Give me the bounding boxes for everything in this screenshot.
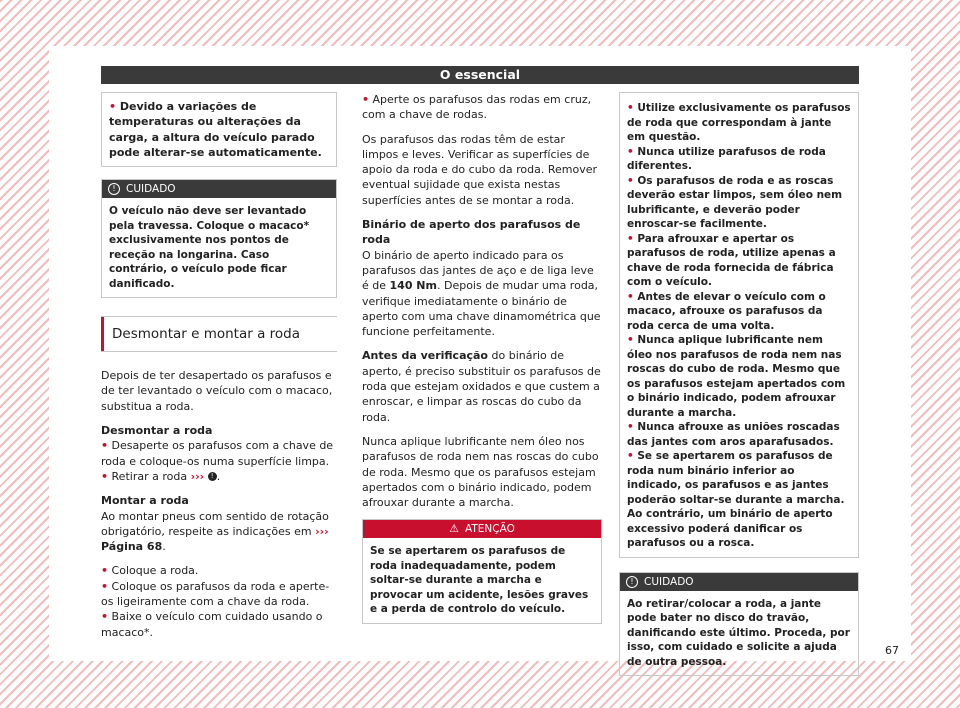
page-reference-link[interactable]: Página 68 [101, 540, 163, 554]
torque-value: 140 Nm [389, 279, 437, 293]
warning-box [362, 519, 602, 624]
list-item: • Desaperte os parafusos com a chave de roda e coloque-os numa superfície limpa. [101, 439, 334, 468]
bullet-icon: • [101, 564, 109, 578]
paragraph: Os parafusos das rodas têm de estar limpos e leves. Verificar as superfícies de apoio da roda e do cubo da roda. Remover eventual sujidade que exista nestas superfícies antes de se montar a roda. [362, 132, 597, 207]
paragraph: Antes da verificação do binário de aperto, é preciso substituir os parafusos de roda que estejam oxidados e que custem a enroscar, e limpar as roscas do cubo da roda. [362, 349, 601, 424]
bullet-icon: • [627, 290, 634, 303]
paragraph: Nunca aplique lubrificante nem óleo nos parafusos de roda nem nas roscas do cubo de roda. Mesmo que os parafusos estejam apertados com o binário indicado, podem afrouxar durante a marcha. [362, 434, 599, 510]
bullet-icon: • [101, 439, 109, 453]
bullet-icon: • [101, 579, 109, 593]
column-right [619, 92, 859, 688]
list-item: • Aperte os parafusos das rodas em cruz, com a chave de rodas. [362, 93, 592, 122]
notes-box [619, 92, 859, 558]
subheading-torque: Binário de aperto dos parafusos de roda [362, 218, 581, 247]
caution-text: Ao retirar/colocar a roda, a jante pode bater no disco do travão, danificando este último. Proceda, por isso, com cuidado e solicite a ajuda de outra pessoa. [627, 597, 850, 668]
accent-bar [101, 317, 104, 351]
bullet-icon: • [627, 145, 634, 158]
caution-box-1 [101, 179, 337, 298]
caution-box-2 [619, 572, 859, 677]
bullet-icon: • [627, 232, 634, 245]
bullet-icon: • [362, 93, 370, 106]
caution-header: ! CUIDADO [620, 573, 858, 591]
list-item: • Para afrouxar e apertar os parafusos de roda, utilize apenas a chave de roda fornecida de fábrica com o veículo. [627, 232, 836, 288]
warning-triangle-icon: ⚠ [449, 522, 459, 536]
info-circle-icon: ! [108, 183, 120, 195]
list-item: • Se se apertarem os parafusos de roda num binário inferior ao indicado, os parafusos e as jantes poderão soltar-se durante a marcha. Ao contrário, um binário de aperto excessivo poderá danificar os parafusos ou a rosca. [627, 450, 845, 549]
info-circle-icon: ! [626, 576, 638, 588]
notes-list [620, 93, 858, 557]
section-title: Desmontar e montar a roda [101, 316, 337, 352]
warning-reference-icon[interactable]: ! [208, 472, 217, 481]
column-middle [362, 92, 602, 636]
column-left [101, 92, 337, 640]
list-item: • Os parafusos de roda e as roscas deverão estar limpos, sem óleo nem lubrificante, e deverão poder enroscar-se facilmente. [627, 174, 843, 230]
warning-text: Se se apertarem os parafusos de roda inadequadamente, podem soltar-se durante a marcha e provocar um acidente, lesões graves e a perda de controlo do veículo. [370, 545, 589, 616]
bullet-icon: • [627, 174, 634, 187]
caution-text: O veículo não deve ser levantado pela travessa. Coloque o macaco* exclusivamente nos pontos de receção na longarina. Caso contrário, o veículo pode ficar danificado. [109, 205, 310, 290]
cross-reference-arrows[interactable]: ››› [315, 524, 329, 538]
bullet-icon: • [109, 100, 117, 113]
bullet-icon: • [627, 334, 634, 346]
intro-warning-box [101, 92, 337, 167]
list-item: • Coloque a roda. [101, 564, 199, 578]
subheading-montar: Montar a roda [101, 494, 189, 508]
list-item: • Utilize exclusivamente os parafusos de roda que correspondam à jante em questão. [627, 102, 851, 143]
list-item: • Retirar a roda ››› ! . [101, 469, 221, 483]
caution-header: ! CUIDADO [102, 180, 336, 198]
list-item: • Nunca aplique lubrificante nem óleo nos parafusos de roda nem nas roscas do cubo de roda. Mesmo que os parafusos estejam apertados com o binário indicado, podem afrouxar durante a marcha. [627, 334, 846, 419]
cross-reference-arrows[interactable]: ››› [190, 469, 205, 483]
bullet-icon: • [101, 610, 109, 624]
bullet-icon: • [627, 421, 634, 433]
paragraph: Ao montar pneus com sentido de rotação obrigatório, respeite as indicações em ››› Página 68. [101, 509, 329, 554]
subheading-desmontar: Desmontar a roda [101, 424, 213, 438]
list-item: • Nunca afrouxe as uniões roscadas das jantes com aros aparafusados. [627, 421, 840, 448]
bullet-icon: • [101, 469, 109, 483]
warning-header: ⚠ ATENÇÃO [363, 520, 601, 538]
manual-page [49, 46, 911, 668]
bullet-icon: • [627, 102, 634, 114]
intro-warning-text: • Devido a variações de temperaturas ou alterações da carga, a altura do veículo parado pode alterar-se automaticamente. [109, 100, 322, 159]
list-item: • Coloque os parafusos da roda e aperte-os ligeiramente com a chave da roda. [101, 579, 330, 609]
paragraph: Depois de ter desapertado os parafusos e de ter levantado o veículo com o macaco, substitua a roda. [101, 369, 333, 413]
list-item: • Antes de elevar o veículo com o macaco, afrouxe os parafusos da roda cerca de uma volta. [627, 290, 826, 332]
list-item: • Baixe o veículo com cuidado usando o macaco*. [101, 610, 323, 639]
paragraph: O binário de aperto indicado para os parafusos das jantes de aço e de liga leve é de 140 Nm. Depois de mudar uma roda, verifique imediatamente o binário de aperto com uma chave dinamométrica que funcione perfeitamente. [362, 248, 601, 339]
page-header: O essencial [101, 66, 859, 84]
list-item: • Nunca utilize parafusos de roda diferentes. [627, 145, 826, 172]
bullet-icon: • [627, 450, 634, 462]
page-number: 67 [885, 644, 899, 657]
